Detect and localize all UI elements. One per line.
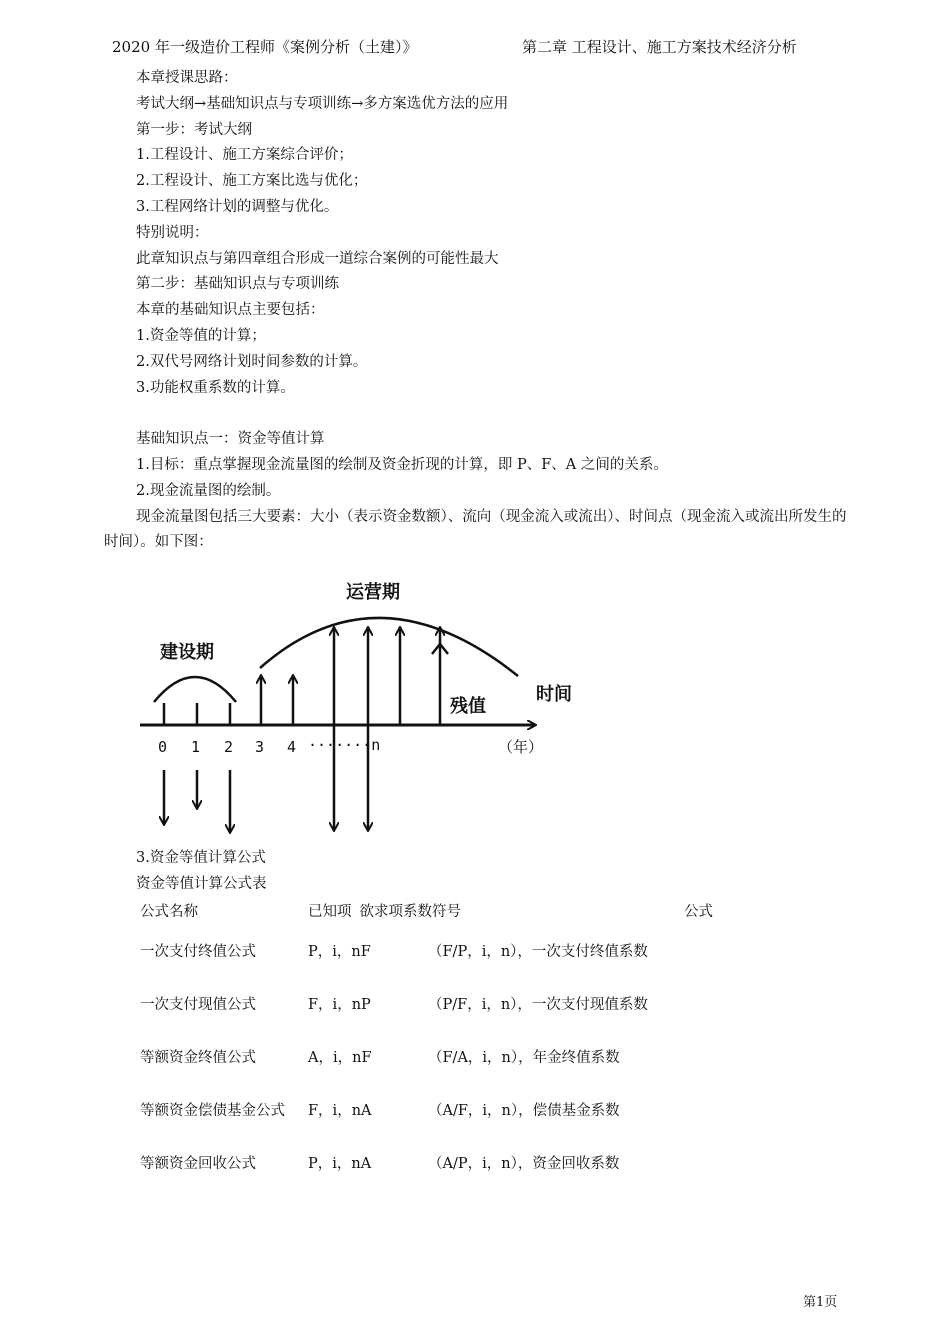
tick-label-3: 3	[255, 738, 265, 756]
paragraph: 1.资金等值的计算；	[136, 327, 266, 344]
paragraph: 本章授课思路：	[136, 70, 238, 86]
formula-section	[136, 846, 267, 898]
cash-flow-diagram	[130, 572, 590, 842]
known-cell: P，i，n	[308, 944, 361, 960]
table-row	[140, 1046, 840, 1099]
formula-table	[140, 900, 840, 1191]
paragraph: 1.工程设计、施工方案综合评价；	[136, 147, 353, 164]
known-target-cell	[308, 993, 371, 1014]
table-row	[140, 993, 840, 1046]
formula-name-cell: 等额资金回收公式	[140, 1156, 256, 1172]
header-formula: 公式	[684, 904, 713, 920]
tick-label-0: 0	[158, 738, 168, 756]
page-header	[0, 36, 950, 56]
target-cell: P	[361, 997, 371, 1013]
target-cell: F	[360, 944, 371, 960]
target-cell: A	[361, 1103, 372, 1119]
paragraph: 1.目标：重点掌握现金流量图的绘制及资金折现的计算，即 P、F、A 之间的关系。	[136, 456, 668, 473]
table-row	[140, 1099, 840, 1152]
paragraph: 2.双代号网络计划时间参数的计算。	[136, 353, 368, 370]
known-cell: F，i，n	[308, 1103, 362, 1119]
symbol-cell: （F/A，i，n），年金终值系数	[428, 1050, 620, 1066]
table-row	[140, 1152, 840, 1205]
tick-label-1: 1	[191, 738, 201, 756]
header-chapter-title: 第二章 工程设计、施工方案技术经济分析	[522, 38, 797, 56]
header-known: 已知项	[308, 904, 352, 920]
header-known-target	[308, 900, 461, 921]
header-formula-name: 公式名称	[140, 904, 198, 920]
target-cell: A	[360, 1156, 372, 1172]
tick-label-2: 2	[224, 738, 234, 756]
known-cell: F，i，n	[308, 997, 362, 1013]
known-target-cell	[308, 1046, 372, 1067]
symbol-cell: （P/F，i，n），一次支付现值系数	[428, 997, 648, 1013]
tick-label-n: ·······n	[308, 736, 381, 754]
paragraph: 本章的基础知识点主要包括：	[136, 302, 325, 319]
construction-period-curve	[154, 677, 236, 702]
symbol-cell: （A/F，i，n），偿债基金系数	[428, 1103, 620, 1119]
paragraph: 基础知识点一：资金等值计算	[136, 431, 325, 448]
formula-name-cell: 等额资金偿债基金公式	[140, 1103, 285, 1119]
paragraph: 现金流量图包括三大要素：大小（表示资金数额）、流向（现金流入或流出）、时间点（现金流入或流出所发生的时间）。如下图：	[104, 508, 847, 551]
blank-line	[104, 401, 852, 427]
time-label: 时间	[536, 684, 572, 705]
formula-heading: 3.资金等值计算公式	[136, 850, 266, 866]
header-book-title: 2020 年一级造价工程师《案例分析（土建）》	[112, 38, 418, 56]
formula-name-cell: 等额资金终值公式	[140, 1050, 256, 1066]
table-header-row	[140, 900, 840, 926]
header-target-symbol: 欲求项系数符号	[359, 904, 461, 920]
table-row	[140, 940, 840, 993]
paragraph: 特别说明：	[136, 224, 209, 241]
year-unit-label: （年）	[498, 738, 544, 756]
operation-period-curve	[260, 618, 518, 676]
paragraph: 3.功能权重系数的计算。	[136, 379, 295, 396]
paragraph: 考试大纲→基础知识点与专项训练→多方案选优方法的应用	[136, 95, 509, 112]
known-target-cell	[308, 940, 371, 961]
known-target-cell	[308, 1152, 371, 1173]
paragraph: 2.现金流量图的绘制。	[136, 482, 281, 499]
paragraph: 第一步：考试大纲	[136, 121, 252, 138]
construction-period-label: 建设期	[160, 642, 214, 663]
formula-table-title: 资金等值计算公式表	[136, 875, 267, 892]
known-cell: P，i，n	[308, 1156, 361, 1172]
formula-name-cell: 一次支付现值公式	[140, 997, 256, 1013]
paragraph: 第二步：基础知识点与专项训练	[136, 276, 339, 293]
paragraph: 3.工程网络计划的调整与优化。	[136, 198, 339, 215]
tick-label-4: 4	[287, 738, 297, 756]
symbol-cell: （F/P，i，n），一次支付终值系数	[428, 944, 648, 960]
target-cell: F	[361, 1050, 372, 1066]
known-cell: A，i，n	[308, 1050, 362, 1066]
body-text	[104, 66, 852, 556]
salvage-label: 残值	[450, 696, 486, 717]
known-target-cell	[308, 1099, 372, 1120]
paragraph: 此章知识点与第四章组合形成一道综合案例的可能性最大	[136, 250, 499, 267]
operation-period-label: 运营期	[346, 582, 400, 603]
symbol-cell: （A/P，i，n），资金回收系数	[428, 1156, 620, 1172]
paragraph: 2.工程设计、施工方案比选与优化；	[136, 173, 368, 190]
page-number: 第1页	[803, 1295, 838, 1310]
formula-name-cell: 一次支付终值公式	[140, 944, 256, 960]
